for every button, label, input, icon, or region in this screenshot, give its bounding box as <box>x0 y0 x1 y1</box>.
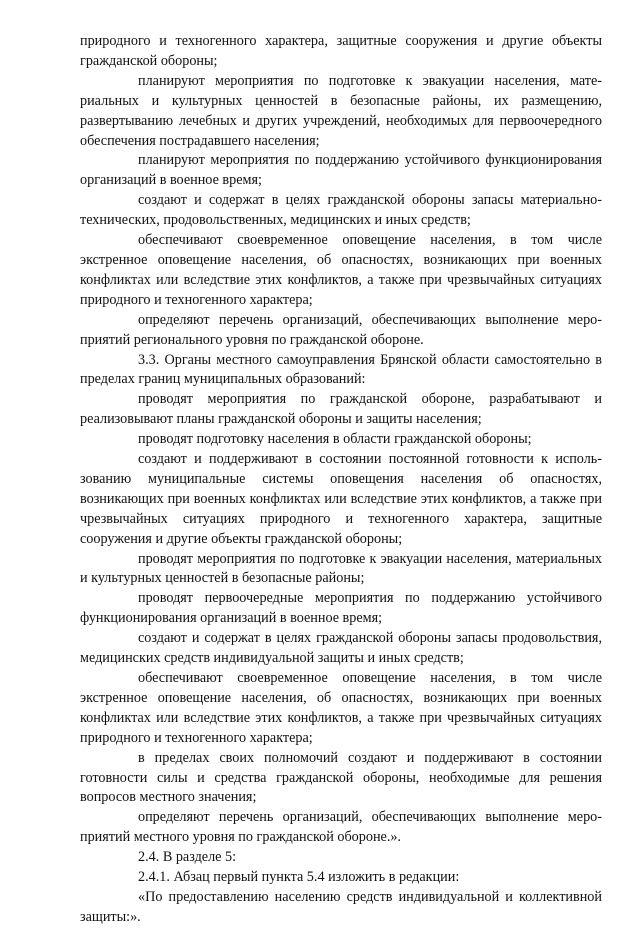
paragraph-2: планируют мероприятия по подготовке к эвакуации населения, материальных и культурных ценностей в безопасные районы, их размещению, развертыванию лечебных и других учреждений, необходимых для первоочередного обеспечения пострадавшего населения; <box>80 72 602 149</box>
paragraph-7: 3.3. Органы местного самоуправления Брянской области самостоятельно в пределах границ муниципальных образований: <box>80 351 602 388</box>
paragraph-11: проводят мероприятия по подготовке к эвакуации населения, материальных и культурных ценностей в безопасные районы; <box>80 550 602 587</box>
paragraph-15: в пределах своих полномочий создают и поддерживают в состоянии готовности силы и средства гражданской обороны, необходимые для решения вопросов местного значения; <box>80 749 602 806</box>
paragraph-4: создают и содержат в целях гражданской обороны запасы материально-технических, продовольственных, медицинских и иных средств; <box>80 192 602 229</box>
paragraph-19: «По предоставлению населению средств индивидуальной и коллективной защиты:». <box>80 888 602 925</box>
paragraph-18: 2.4.1. Абзац первый пункта 5.4 изложить в редакции: <box>138 869 460 886</box>
paragraph-10: создают и поддерживают в состоянии постоянной готовности к использованию муниципальные системы оповещения населения об опасностях, возникающих при военных конфликтах или вследствие этих конфликтов, а также при чрезвычайных ситуациях природного и техногенного характера, защитные сооружения и другие объекты гражданской обороны; <box>80 451 602 547</box>
paragraph-6: определяют перечень организаций, обеспечивающих выполнение мероприятий регионального уровня по гражданской обороне. <box>80 311 602 348</box>
document-page <box>80 32 602 928</box>
paragraph-13: создают и содержат в целях гражданской обороны запасы продовольствия, медицинских средств индивидуальной защиты и иных средств; <box>80 630 602 667</box>
paragraph-14: обеспечивают своевременное оповещение населения, в том числе экстренное оповещение населения, об опасностях, возникающих при военных конфликтах или вследствие этих конфликтов, а также при чрезвычайных ситуациях природного и техногенного характера; <box>80 670 602 746</box>
paragraph-9: проводят подготовку населения в области гражданской обороны; <box>138 431 532 448</box>
paragraph-5: обеспечивают своевременное оповещение населения, в том числе экстренное оповещение населения, об опасностях, возникающих при военных конфликтах или вследствие этих конфликтов, а также при чрезвычайных ситуациях природного и техногенного характера; <box>80 232 602 308</box>
paragraph-8: проводят мероприятия по гражданской обороне, разрабатывают и реализовывают планы гражданской обороны и защиты населения; <box>80 391 602 428</box>
paragraph-16: определяют перечень организаций, обеспечивающих выполнение мероприятий местного уровня по гражданской обороне.». <box>80 809 602 846</box>
paragraph-1: природного и техногенного характера, защитные сооружения и другие объекты гражданской обороны; <box>80 33 602 69</box>
paragraph-12: проводят первоочередные мероприятия по поддержанию устойчивого функционирования организаций в военное время; <box>80 590 602 627</box>
paragraph-17: 2.4. В разделе 5: <box>138 849 237 866</box>
paragraph-3: планируют мероприятия по поддержанию устойчивого функционирования организаций в военное время; <box>80 152 602 189</box>
